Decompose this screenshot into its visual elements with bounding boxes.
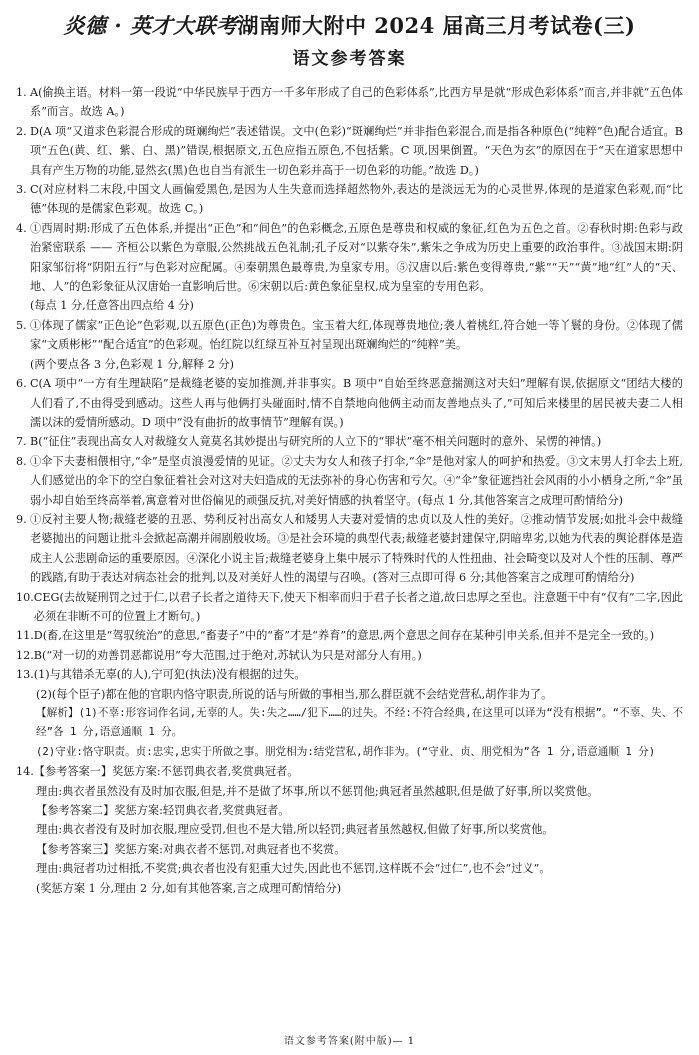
question-number: 8. [16, 454, 27, 468]
reason-3: 理由:典冠者功过相抵,不奖赏;典衣者也没有犯重大过失,因此也不惩罚,这样既不会“过仁”,也不会“过义”。 [36, 862, 551, 876]
answer-item-2 [16, 122, 683, 180]
answer-item-14 [16, 762, 683, 781]
answer-main: ①体现了儒家“正色论”色彩观,以五原色(正色)为尊贵色。宝玉着大红,体现尊贵地位;袭人着桃红,符合她一等丫鬟的身份。②体现了儒家“文质彬彬”“配合适宜”的色彩观。怡红院以红绿互补互衬呈现出斑斓绚烂的“纯粹”美。 [30, 318, 683, 352]
answer-text [30, 316, 683, 374]
answer-text: C(对应材料二末段,中国文人画偏爱黑色,是因为人生失意而选择超然物外,表达的是淡远无为的心灵世界,体现的是道家色彩观,而“比德”体现的是儒家色彩观。故选 C。) [30, 183, 683, 216]
answer-text: CEG(去故疑刑罚之过于仁,以君子长者之道待天下,使天下相率而归于君子长者之道,故曰忠厚之至也。注意题干中有“仅有”二字,因此必须在非断不可的位置上才断句。) [33, 590, 683, 623]
answer-text: 【参考答案一】奖惩方案:不惩罚典衣者,奖赏典冠者。 [33, 765, 299, 779]
scoring-note: (答对三点即可得 6 分;其他答案言之成理可酌情给分) [372, 571, 635, 585]
page-header [16, 0, 683, 69]
answer-text: B(“征住”表现出高女人对裁缝女人竟莫名其妙提出与研究所的人立下的“罪状”毫不相关问题时的意外、呆愣的神情。) [30, 435, 602, 449]
plan-2: 【参考答案二】奖惩方案:轻罚典衣者,奖赏典冠者。 [36, 804, 290, 818]
answer-item-11 [16, 626, 683, 645]
question-number: 1. [16, 86, 27, 99]
question-number: 9. [16, 512, 27, 526]
scoring-note: (每点 1 分,任意答出四点给 4 分) [30, 299, 194, 313]
answer-text: B(“对一切的劝善罚恶都说用”夸大范围,过于绝对,苏轼认为只是对部分人有用。) [33, 648, 422, 662]
scoring-note: (每点 1 分,其他答案言之成理可酌情给分) [417, 493, 624, 507]
answer-item-7 [16, 432, 683, 451]
question-number: 5. [16, 318, 27, 332]
answer-text [30, 452, 683, 510]
answer-text: D(畜,在这里是“驾驭统治”的意思,“畜妻子”中的“畜”才是“养育”的意思,两个意思之间存在某种引申关系,但并不是完全一致的。) [33, 629, 655, 643]
question-number: 11. [16, 629, 34, 643]
answer-item-10 [16, 588, 683, 627]
answer-text: C(A 项中“一方有生理缺陷”是裁缝老婆的妄加推测,并非事实。B 项中“自始至终恶意揣测这对夫妇”理解有误,依据原文“团结大楼的人们看了,不由得受到感动。这些人再与他俩打头碰面时,情不自禁地向他俩主动而友善地点头了,”可知后来楼里的居民被夫妻二人相濡以沫的爱情所感动。D 项中“没有曲折的故事情节”理解有误。) [30, 377, 683, 429]
question-number: 13. [16, 668, 34, 682]
answer-item-3 [16, 180, 683, 219]
question-number: 3. [16, 183, 27, 197]
answer-item-4 [16, 219, 683, 316]
answer-text [30, 510, 683, 588]
question-number: 10. [16, 590, 34, 604]
translation-2: (2)(每个臣子)都在他的官职内恪守职责,所说的话与所做的事相当,那么群臣就不会结党营私,胡作非为了。 [36, 687, 553, 701]
answer-item-9 [16, 510, 683, 588]
question-number: 14. [16, 765, 34, 779]
answer-text: (1)与其错杀无辜(的人),宁可犯(执法)没有根据的过失。 [33, 668, 306, 682]
answer-item-13 [16, 665, 683, 684]
page-subtitle: 语文参考答案 [292, 49, 407, 69]
plan-3: 【参考答案三】奖惩方案:对典衣者不惩罚,对典冠者也不奖赏。 [36, 842, 346, 856]
question-number: 4. [16, 221, 27, 235]
answer-text [30, 219, 683, 316]
answer-list [16, 83, 683, 898]
answer-main: ①西周时期:形成了五色体系,并提出“正色”和“间色”的色彩概念,五原色是尊贵和权威的象征,红色为五色之首。②春秋时期:色彩与政治紧密联系 —— 齐桓公以紫色为章服,公然挑战五色礼制;孔子反对“以紫夺朱”,紫朱之争成为历史上重要的政治事件。③战国末期:阴阳家邹衍将“阴阳五行”与色彩对应配属。④秦朝黑色最尊贵,为皇家专用。⑤汉唐以后:紫色变得尊贵,“紫”“天”“黄”地“红”人的“天、地、人”的色彩象征从汉唐始一直影响后世。⑥宋朝以后:黄色象征皇权,成为皇室的专用色彩。 [30, 221, 683, 294]
answer-main: ①伞下夫妻相偎相守,“伞”是坚贞浪漫爱情的见证。②丈夫为女人和孩子打伞,“伞”是他对家人的呵护和热爱。③文末男人打伞去上班,人们感觉出的伞下的空白象征着社会对这对夫妇造成的无法弥补的身心伤害和亏欠。④“伞”象征遮挡社会风雨的小小栖身之所,“伞”虽弱小却自始至终高举着,寓意着对世俗偏见的顽强反抗,对美好情感的执着坚守。 [30, 454, 683, 507]
scoring-note: (奖惩方案 1 分,理由 2 分,如有其他答案,言之成理可酌情给分) [36, 881, 342, 895]
answer-text: A(偷换主语。材料一第一段说“中华民族早于西方一千多年形成了自己的色彩体系”,比西方早是就“形成色彩体系”而言,并非就“五色体系”而言。故选 A。) [30, 86, 683, 119]
reason-2: 理由:典衣者没有及时加衣服,理应受罚,但也不是大错,所以轻罚;典冠者虽然越权,但做了好事,所以奖赏他。 [36, 823, 554, 837]
answer-text: D(A 项“又道求色彩混合形成的斑斓绚烂”表述错误。文中(色彩)“斑斓绚烂”并非指色彩混合,而是指各种原色(“纯粹”色)配合适宜。B 项“五色(黄、红、紫、白、黑)”错误,根据原文,五色应指五原色,不包括紫。C 项,因果倒置。“天色为玄”的原因在于“天在道家思想中具有产生万物的功能,显然玄(黑)色也自当有派生一切色彩并高于一切色彩的功能。”故选 D。) [30, 124, 683, 177]
page-title [16, 10, 683, 40]
answer-item-8 [16, 452, 683, 510]
scoring-note: (两个要点各 3 分,色彩观 1 分,解释 2 分) [30, 357, 234, 371]
reason-1: 理由:典衣者虽然没有及时加衣服,但是,并不是做了坏事,所以不惩罚他;典冠者虽然越职,但是做了好事,所以奖赏他。 [36, 784, 599, 798]
page-footer: 语文参考答案(附中版)— 1 [283, 1036, 416, 1047]
title-brand: 炎德 · 英才大联考 [63, 13, 238, 38]
analysis-2: (2)守业:恪守职责。贞:忠实,忠实于所做之事。朋党相为:结党营私,胡作非为。(“守业、贞、朋党相为”各 1 分,语意通顺 1 分) [36, 745, 656, 758]
title-main: 湖南师大附中 2024 届高三月考试卷(三) [237, 13, 636, 38]
answer-item-12 [16, 646, 683, 665]
answer-item-1 [16, 83, 683, 122]
question-number: 2. [16, 124, 27, 138]
answer-main: ①反衬主要人物;裁缝老婆的丑恶、势利反衬出高女人和矮男人夫妻对爱情的忠贞以及人性的美好。②推动情节发展;如批斗会中裁缝老婆抛出的问题让批斗会掀起高潮并闹剧般收场。③是社会环境的典型代表;裁缝老婆封建保守,阴暗卑劣,以她为代表的舆论群体是造成主人公悲剧命运的重要原因。④深化小说主旨;裁缝老婆身上集中展示了特殊时代的人性扭曲、社会畸变以及对人个性的压制、尊严的践踏,有助于表达对病态社会的批判,以及对美好人性的渴望与召唤。 [30, 512, 683, 585]
question-number: 6. [16, 377, 27, 391]
question-number: 7. [16, 435, 27, 449]
answer-item-6 [16, 374, 683, 432]
analysis-1: 【解析】(1)不辜:形容词作名词,无辜的人。失:失之……/犯下……的过失。不经:不符合经典,在这里可以译为“没有根据”。“不辜、失、不经”各 1 分,语意通顺 1 分。 [36, 707, 683, 739]
question-number: 12. [16, 648, 34, 662]
answer-item-5 [16, 316, 683, 374]
